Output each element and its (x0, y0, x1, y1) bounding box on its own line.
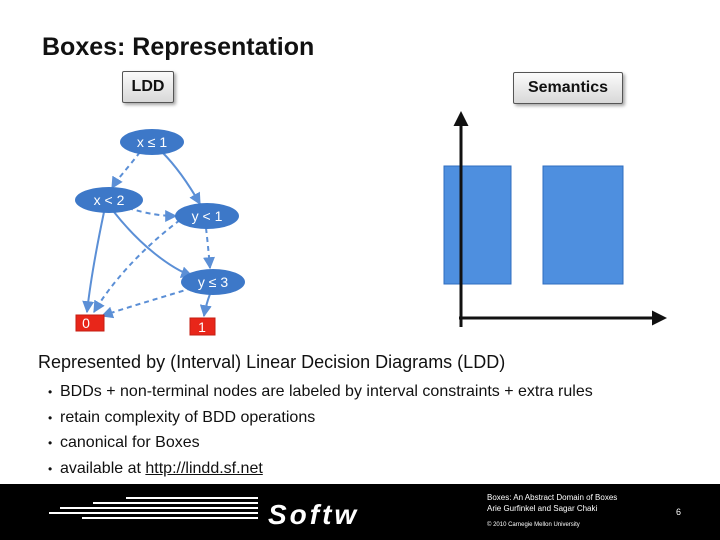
edge-x1-to-x2 (112, 152, 140, 188)
terminal-0 (76, 315, 104, 331)
bullet-text: retain complexity of BDD operations (60, 408, 316, 426)
footer-stripes (38, 497, 258, 523)
node-y-le-3 (181, 269, 245, 295)
node-label: y < 1 (191, 208, 223, 224)
semantics-label: Semantics (513, 72, 623, 104)
box-region-1 (444, 166, 511, 284)
bullet-dot: • (48, 461, 53, 476)
footer-authors: Arie Gurfinkel and Sagar Chaki (487, 504, 598, 513)
node-label: x < 2 (93, 192, 125, 208)
edge-y3-to-1 (204, 294, 210, 316)
body-heading: Represented by (Interval) Linear Decision Diagrams (LDD) (38, 352, 506, 372)
footer-info (487, 492, 617, 531)
edge-x2-to-y1 (128, 208, 176, 216)
bullet-item (48, 433, 593, 459)
bullet-text: BDDs + non-terminal nodes are labeled by interval constraints + extra rules (60, 383, 593, 400)
node-x-lt-2 (75, 187, 143, 213)
edge-y1-to-y3 (206, 228, 210, 268)
footer-copyright: © 2010 Carnegie Mellon University (487, 522, 580, 528)
node-x-le-1 (120, 129, 184, 155)
bullet-text: available at (60, 459, 146, 477)
node-label: y ≤ 3 (197, 274, 229, 290)
box-region-2 (543, 166, 623, 284)
slide-title: Boxes: Representation (42, 33, 315, 61)
page-number: 6 (676, 507, 682, 517)
bullet-dot: • (48, 436, 53, 450)
footer-logo: Softw (268, 499, 360, 530)
node-y-lt-1 (175, 203, 239, 229)
bullet-item (48, 408, 593, 434)
bullet-item (48, 459, 593, 485)
bullet-list (48, 382, 593, 484)
ldd-label: LDD (122, 71, 174, 103)
footer-title: Boxes: An Abstract Domain of Boxes (487, 493, 618, 502)
terminal-label: 1 (198, 319, 206, 335)
bullet-item (48, 382, 593, 408)
lindd-link[interactable]: http://lindd.sf.net (145, 459, 263, 477)
edge-x2-to-0 (87, 212, 104, 312)
terminal-label: 0 (82, 315, 90, 331)
bullet-text: canonical for Boxes (60, 434, 200, 451)
terminal-1 (190, 318, 215, 335)
edge-y1-to-0 (94, 220, 180, 312)
node-label: x ≤ 1 (136, 134, 168, 150)
edge-x1-to-y1 (162, 152, 200, 204)
bullet-dot: • (48, 410, 53, 425)
semantics-plot (444, 114, 664, 327)
edge-y3-to-0 (102, 288, 192, 316)
bullet-dot: • (48, 385, 53, 399)
